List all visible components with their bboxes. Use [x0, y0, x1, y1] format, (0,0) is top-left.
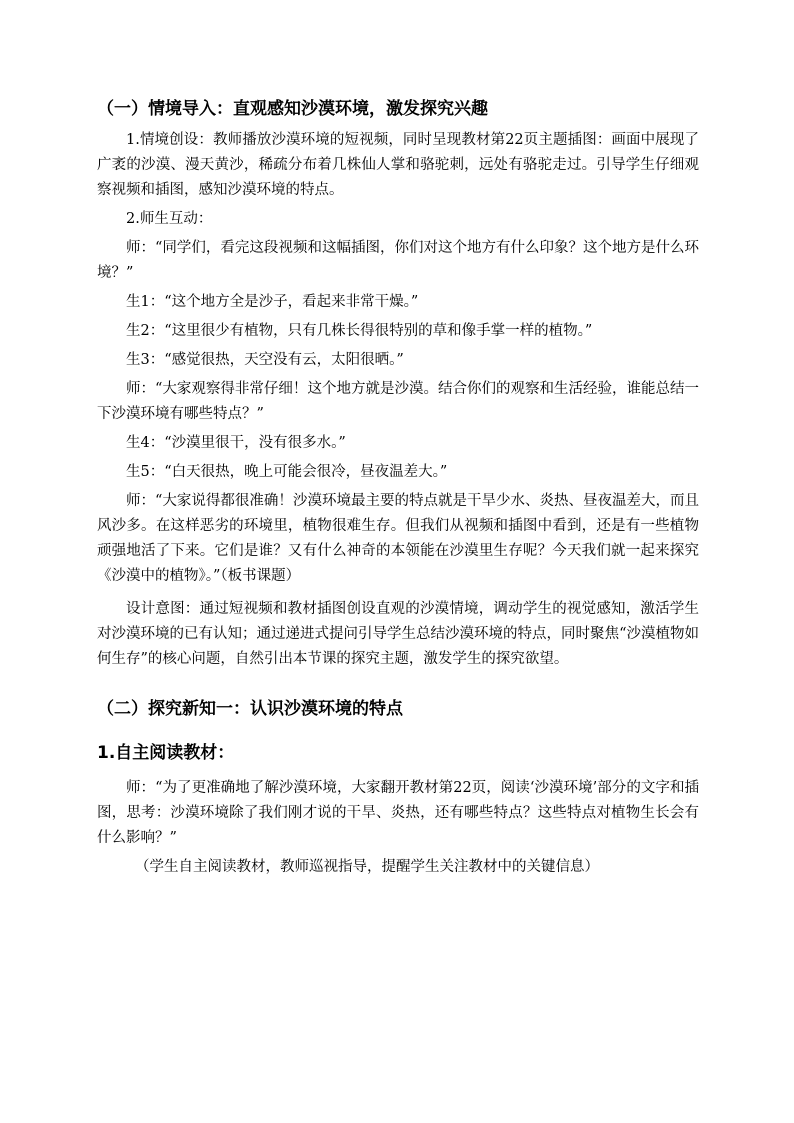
dialogue-student-4: 生4：“沙漠里很干，没有很多水。” [126, 435, 346, 451]
paragraph-reading-instruction: 师：“为了更准确地了解沙漠环境，大家翻开教材第22页，阅读‘沙漠环境’部分的文字和插图，思考：沙漠环境除了我们刚才说的干旱、炎热，还有哪些特点？这些特点对植物生长会有什么影响？” [97, 780, 699, 846]
dialogue-student-5: 生5：“白天很热，晚上可能会很冷，昼夜温差大。” [126, 464, 448, 480]
dialogue-teacher-3: 师：“大家说得都很准确！沙漠环境最主要的特点就是干旱少水、炎热、昼夜温差大，而且风沙多。在这样恶劣的环境里，植物很难生存。但我们从视频和插图中看到，还是有一些植物顽强地活了下来。它们是谁？又有什么神奇的本领能在沙漠里生存呢？今天我们就一起来探究《沙漠中的植物》。”（板书课题） [97, 493, 699, 584]
document-page [97, 96, 699, 884]
dialogue-teacher-1: 师：“同学们，看完这段视频和这幅插图，你们对这个地方有什么印象？这个地方是什么环境？” [97, 240, 699, 281]
dialogue-student-3: 生3：“感觉很热，天空没有云，太阳很晒。” [126, 352, 404, 368]
paragraph-design-intent: 设计意图：通过短视频和教材插图创设直观的沙漠情境，调动学生的视觉感知，激活学生对沙漠环境的已有认知；通过递进式提问引导学生总结沙漠环境的特点，同时聚焦“沙漠植物如何生存”的核心问题，自然引出本节课的探究主题，激发学生的探究欲望。 [97, 601, 699, 667]
dialogue-teacher-2: 师：“大家观察得非常仔细！这个地方就是沙漠。结合你们的观察和生活经验，谁能总结一下沙漠环境有哪些特点？” [97, 381, 699, 422]
paragraph-situation-creation: 1.情境创设：教师播放沙漠环境的短视频，同时呈现教材第22页主题插图：画面中展现了广袤的沙漠、漫天黄沙，稀疏分布着几株仙人掌和骆驼刺，远处有骆驼走过。引导学生仔细观察视频和插图，感知沙漠环境的特点。 [97, 132, 699, 198]
section-heading-situation-intro: （一）情境导入：直观感知沙漠环境，激发探究兴趣 [97, 99, 488, 119]
paragraph-reading-note: （学生自主阅读教材，教师巡视指导，提醒学生关注教材中的关键信息） [135, 859, 599, 875]
dialogue-student-1: 生1：“这个地方全是沙子，看起来非常干燥。” [126, 294, 419, 310]
paragraph-interaction-label: 2.师生互动： [126, 211, 213, 227]
sub-heading-self-reading: 1.自主阅读教材： [97, 743, 235, 763]
section-heading-explore-desert: （二）探究新知一：认识沙漠环境的特点 [97, 699, 403, 719]
dialogue-student-2: 生2：“这里很少有植物，只有几株长得很特别的草和像手掌一样的植物。” [126, 323, 593, 339]
